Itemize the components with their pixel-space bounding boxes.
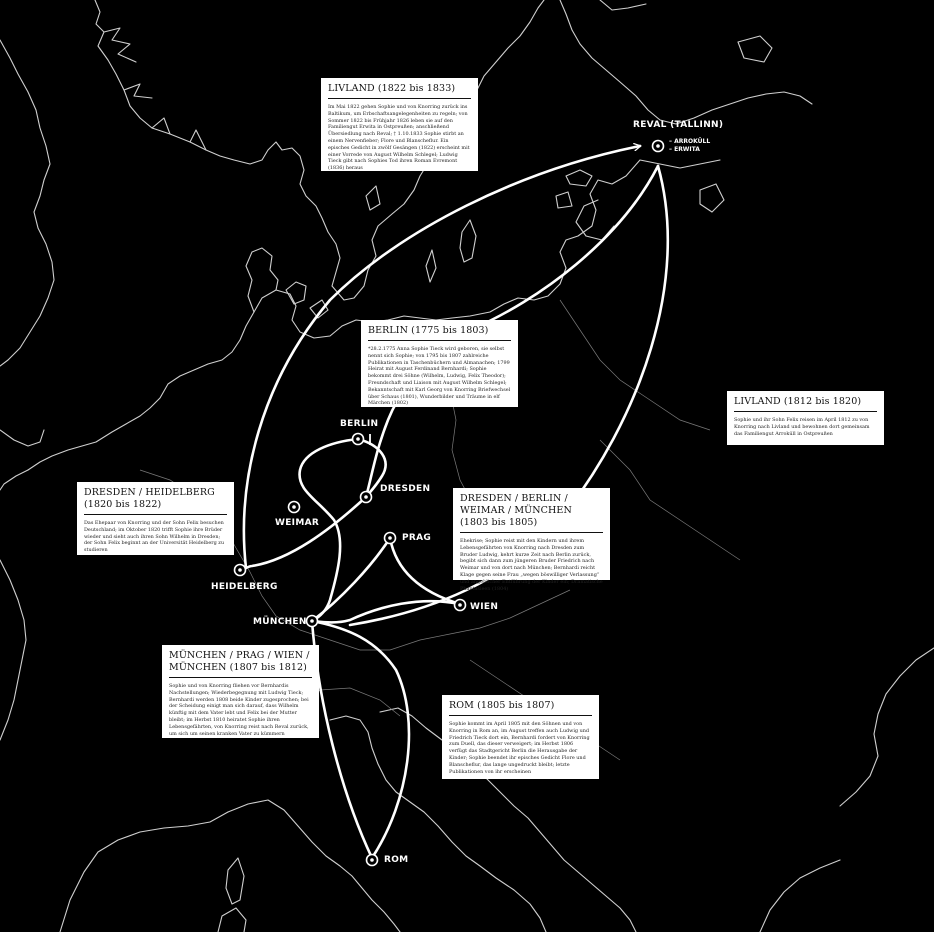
coast-corsica (226, 858, 244, 904)
coast-norway-fjords (104, 28, 206, 150)
info-box-text: Im Mai 1822 gehen Sophie und von Knorring zurück ins Baltikum, um Erbschaftsangelegenheiten zu regeln; von Sommer 1822 bis Frühjahr 1826 leben sie auf den Familiengut Erwita in Ostpreußen; anschließend Übersiedlung nach Reval; † 1.10.1833 Sophie stirbt an einem Nervenfieber; Flore und Blanscheflur. Ein episches Gedicht in zwölf Gesängen (1822) erscheint mit einer Vorrede von August Wilhelm Schlegel; Ludwig Tieck gibt nach Sophies Tod ihren Roman Evremont (1836) heraus (328, 104, 470, 172)
city-label-rom: ROM (384, 855, 409, 865)
marker-reval (653, 141, 664, 152)
route-berlin-weimar-loop (300, 439, 358, 621)
marker-rom (367, 855, 378, 866)
estate-label-erwita: – ERWITA (669, 146, 700, 153)
info-box-title: DRESDEN / BERLIN / WEIMAR / MÜNCHEN (1803 bis 1805) (460, 493, 603, 533)
coast-islands-estonia (556, 170, 592, 208)
info-box-livland-1812 (727, 391, 884, 445)
info-box-title: ROM (1805 bis 1807) (449, 700, 592, 716)
coast-uk (0, 40, 54, 446)
info-box-text: Das Ehepaar von Knorring und der Sohn Felix besuchen Deutschland; im Oktober 1820 trifft Sophie ihre Brüder wieder und sieht auch ihren Sohn Wilhelm in Dresden; der Sohn Felix beginnt an der Universität Heidelberg zu studieren (84, 520, 224, 554)
info-box-text: Sophie und von Knorring fliehen vor Bernhardis Nachstellungen; Wiederbegegnung mit Ludwig Tieck; Bernhardi werden 1808 beide Kinder zugesprochen; bei der Scheidung einigt man sich darauf, dass Wilhelm künftig mit dem Vater lebt und Felix bei der Mutter bleibt; im Herbst 1810 heiratet Sophie ihren Lebensgefährten, von Knorring reist nach Reval zurück, um sich um seinen kranken Vater zu kümmern (169, 683, 309, 737)
route-dresden-heidelberg (246, 497, 366, 568)
coast-france-med (60, 812, 228, 932)
marker-heidelberg (235, 565, 246, 576)
marker-weimar (289, 502, 300, 513)
estate-label-arrokuell: – ARROKÜLL (669, 138, 711, 145)
city-label-heidelberg: HEIDELBERG (211, 582, 278, 592)
info-box-title: DRESDEN / HEIDELBERG (1820 bis 1822) (84, 487, 227, 515)
city-label-muenchen: MÜNCHEN (253, 617, 307, 627)
marker-berlin (353, 434, 364, 445)
info-box-title: BERLIN (1775 bis 1803) (368, 325, 511, 341)
info-box-text: Ehekrise; Sophie reist mit den Kindern und ihrem Lebensgefährten von Knorring nach Dresden zum Bruder Ludwig, kehrt kurze Zeit nach Berlin zurück, begibt sich dann zum jüngeren Bruder Friedrich nach Weimar und von dort nach München; Bernhardi reicht Klage gegen seine Frau „wegen böswilliger Verlassung“ und angeblicher Entführung der Kinder ein; Dramatische Phantasieen (1804) (460, 538, 603, 592)
info-box-livland-1822 (321, 78, 478, 171)
coast-sardinia (218, 908, 246, 932)
coast-norway (95, 0, 340, 286)
info-box-dresden-berlin-weimar-muenchen (453, 488, 610, 592)
info-box-text: Sophie kommt im April 1805 mit den Söhnen und von Knorring in Rom an, im August treffen auch Ludwig und Friedrich Tieck dort ein, Bernhardi fordert von Knorring zum Duell, das dieser verweigert; im Herbst 1806 verfügt das Stadtgericht Berlin die Herausgabe der Kinder; Sophie beendet ihr episches Gedicht Flore und Blanscheflur, das lange ungedruckt bleibt; letzte Publikationen von ihr erscheinen (449, 721, 590, 775)
coast-gotland (460, 220, 476, 262)
coast-oland (426, 250, 436, 282)
marker-wien (455, 600, 466, 611)
info-box-title: LIVLAND (1812 bis 1820) (734, 396, 877, 412)
marker-prag (385, 533, 396, 544)
route-muenchen-rom-west (312, 621, 372, 858)
coast-italy-west (228, 800, 400, 932)
city-label-prag: PRAG (402, 533, 432, 543)
city-label-reval: REVAL (TALLINN) (633, 120, 724, 130)
info-box-text: *28.2.1775 Anna Sophie Tieck wird geboren, sie selbst nennt sich Sophie; von 1795 bis 1807 zahlreiche Publikationen in Taschenbüchern und Almanachen; 1799 Heirat mit August Ferdinand Bernhardi; Sophie bekommt drei Söhne (Wilhelm, Ludwig, Felix Theodor); Freundschaft und Liaison mit August Wilhelm Schlegel; Bekanntschaft mit Karl Georg von Knorring Briefwechsel über Schaus (1801), Wunderbilder und Träume in elf Märchen (1802) (368, 346, 511, 407)
coast-baltic-states (436, 160, 720, 320)
info-box-text: Sophie und ihr Sohn Felix reisen im April 1812 zu von Knorring nach Livland und bewohnen dort gemeinsam das Familiengut Arroküll in Ostpreußen (734, 417, 870, 437)
info-box-muenchen-prag-wien (162, 645, 319, 738)
city-label-dresden: DRESDEN (380, 484, 431, 494)
info-box-title: MÜNCHEN / PRAG / WIEN / MÜNCHEN (1807 bis 1812) (169, 650, 312, 678)
coast-denmark (246, 248, 328, 318)
city-label-berlin: BERLIN (340, 419, 379, 429)
coast-france-atlantic (0, 470, 28, 740)
route-rom-muenchen-east (312, 621, 409, 858)
route-wien-muenchen (312, 601, 460, 622)
info-box-rom (442, 695, 599, 779)
marker-dresden (361, 492, 372, 503)
info-box-title: LIVLAND (1822 bis 1833) (328, 83, 471, 99)
info-box-berlin (361, 320, 518, 407)
coast-finland (560, 0, 812, 124)
coast-aegean (760, 860, 840, 932)
route-prag-wien (390, 538, 460, 604)
marker-muenchen (307, 616, 318, 627)
coast-black-sea (840, 648, 934, 806)
city-label-weimar: WEIMAR (275, 518, 320, 528)
info-box-dresden-heidelberg (77, 482, 234, 555)
estate-labels (669, 138, 710, 154)
city-label-wien: WIEN (470, 602, 499, 612)
